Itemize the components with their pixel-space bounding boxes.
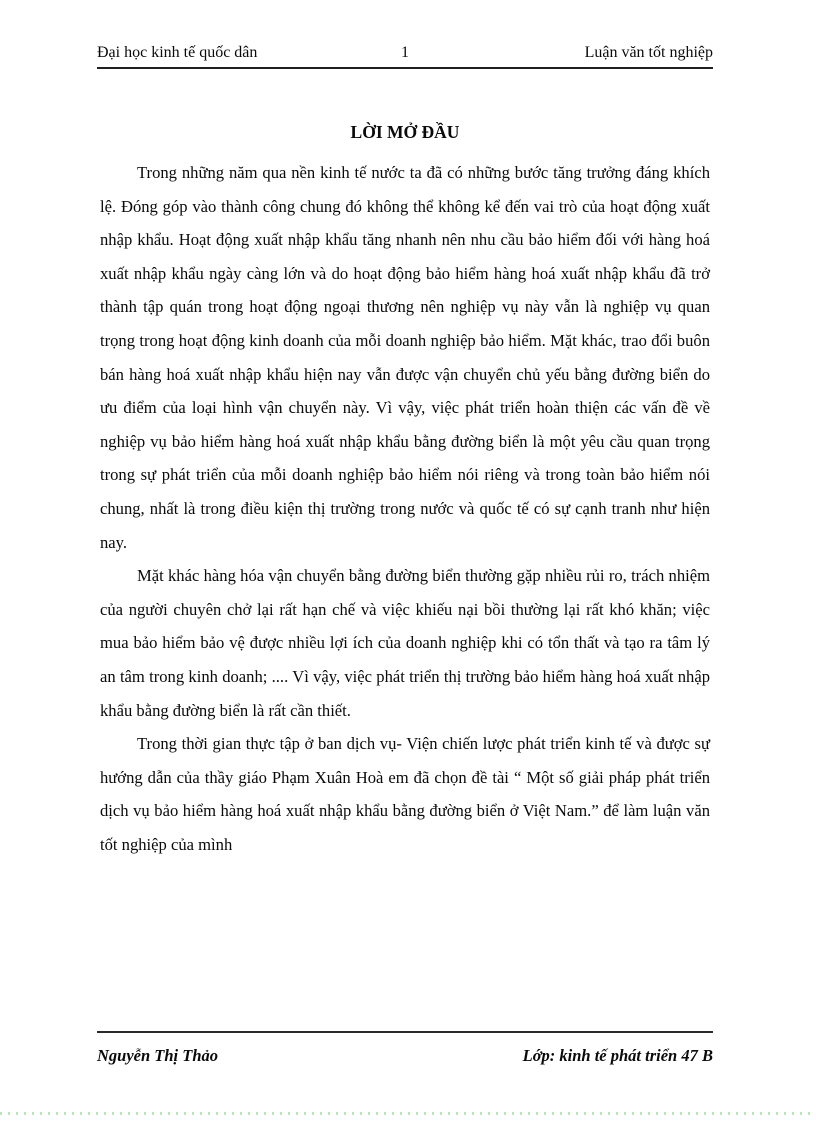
paragraph-1: Trong những năm qua nền kinh tế nước ta đã có những bước tăng trưởng đáng khích lệ. Đóng góp vào thành công chung đó không thể không kể đến vai trò của hoạt động xuất nhập khẩu. Hoạt động xuất nhập khẩu tăng nhanh nên nhu cầu bảo hiểm đối với hàng hoá xuất nhập khẩu ngày càng lớn và do hoạt động bảo hiểm hàng hoá xuất nhập khẩu đã trở thành tập quán trong hoạt động ngoại thương nên nghiệp vụ này vẫn là nghiệp vụ quan trọng trong hoạt động kinh doanh của mỗi doanh nghiệp bảo hiểm. Mặt khác, trao đổi buôn bán hàng hoá xuất nhập khẩu hiện nay vẫn được vận chuyển chủ yếu bằng đường biển do ưu điểm của loại hình vận chuyển này. Vì vậy, việc phát triển hoàn thiện các vấn đề về nghiệp vụ bảo hiểm hàng hoá xuất nhập khẩu bằng đường biển là một yêu cầu quan trọng trong sự phát triển của mỗi doanh nghiệp bảo hiểm nói riêng và trong toàn bảo hiểm nói chung, nhất là trong điều kiện thị trường trong nước và quốc tế có sự cạnh tranh như hiện nay. bbox=[100, 163, 710, 552]
page-header bbox=[97, 44, 713, 69]
header-page-number: 1 bbox=[401, 44, 409, 61]
header-institution: Đại học kinh tế quốc dân bbox=[97, 44, 258, 61]
footer-class: Lớp: kinh tế phát triển 47 B bbox=[522, 1046, 713, 1065]
document-body bbox=[100, 118, 710, 861]
document-title: LỜI MỞ ĐẦU bbox=[350, 122, 460, 142]
footer-author: Nguyễn Thị Thảo bbox=[97, 1046, 219, 1065]
header-doc-type: Luận văn tốt nghiệp bbox=[584, 44, 713, 61]
paragraph-3: Trong thời gian thực tập ở ban dịch vụ- Viện chiến lược phát triển kinh tế và được sự hướng dẫn của thầy giáo Phạm Xuân Hoà em đã chọn đề tài “ Một số giải pháp phát triển dịch vụ bảo hiểm hàng hoá xuất nhập khẩu bằng đường biển ở Việt Nam.” để làm luận văn tốt nghiệp của mình bbox=[100, 734, 710, 854]
paragraph-2: Mặt khác hàng hóa vận chuyển bằng đường biển thường gặp nhiều rủi ro, trách nhiệm của người chuyên chở lại rất hạn chế và việc khiếu nại bồi thường lại rất khó khăn; việc mua bảo hiểm bảo vệ được nhiều lợi ích của doanh nghiệp khi có tổn thất và tạo ra tâm lý an tâm trong kinh doanh; .... Vì vậy, việc phát triển thị trường bảo hiểm hàng hoá xuất nhập khẩu bằng đường biển là rất cần thiết. bbox=[100, 566, 710, 720]
bottom-dotted-divider bbox=[0, 1112, 816, 1115]
page-footer bbox=[97, 1031, 713, 1066]
